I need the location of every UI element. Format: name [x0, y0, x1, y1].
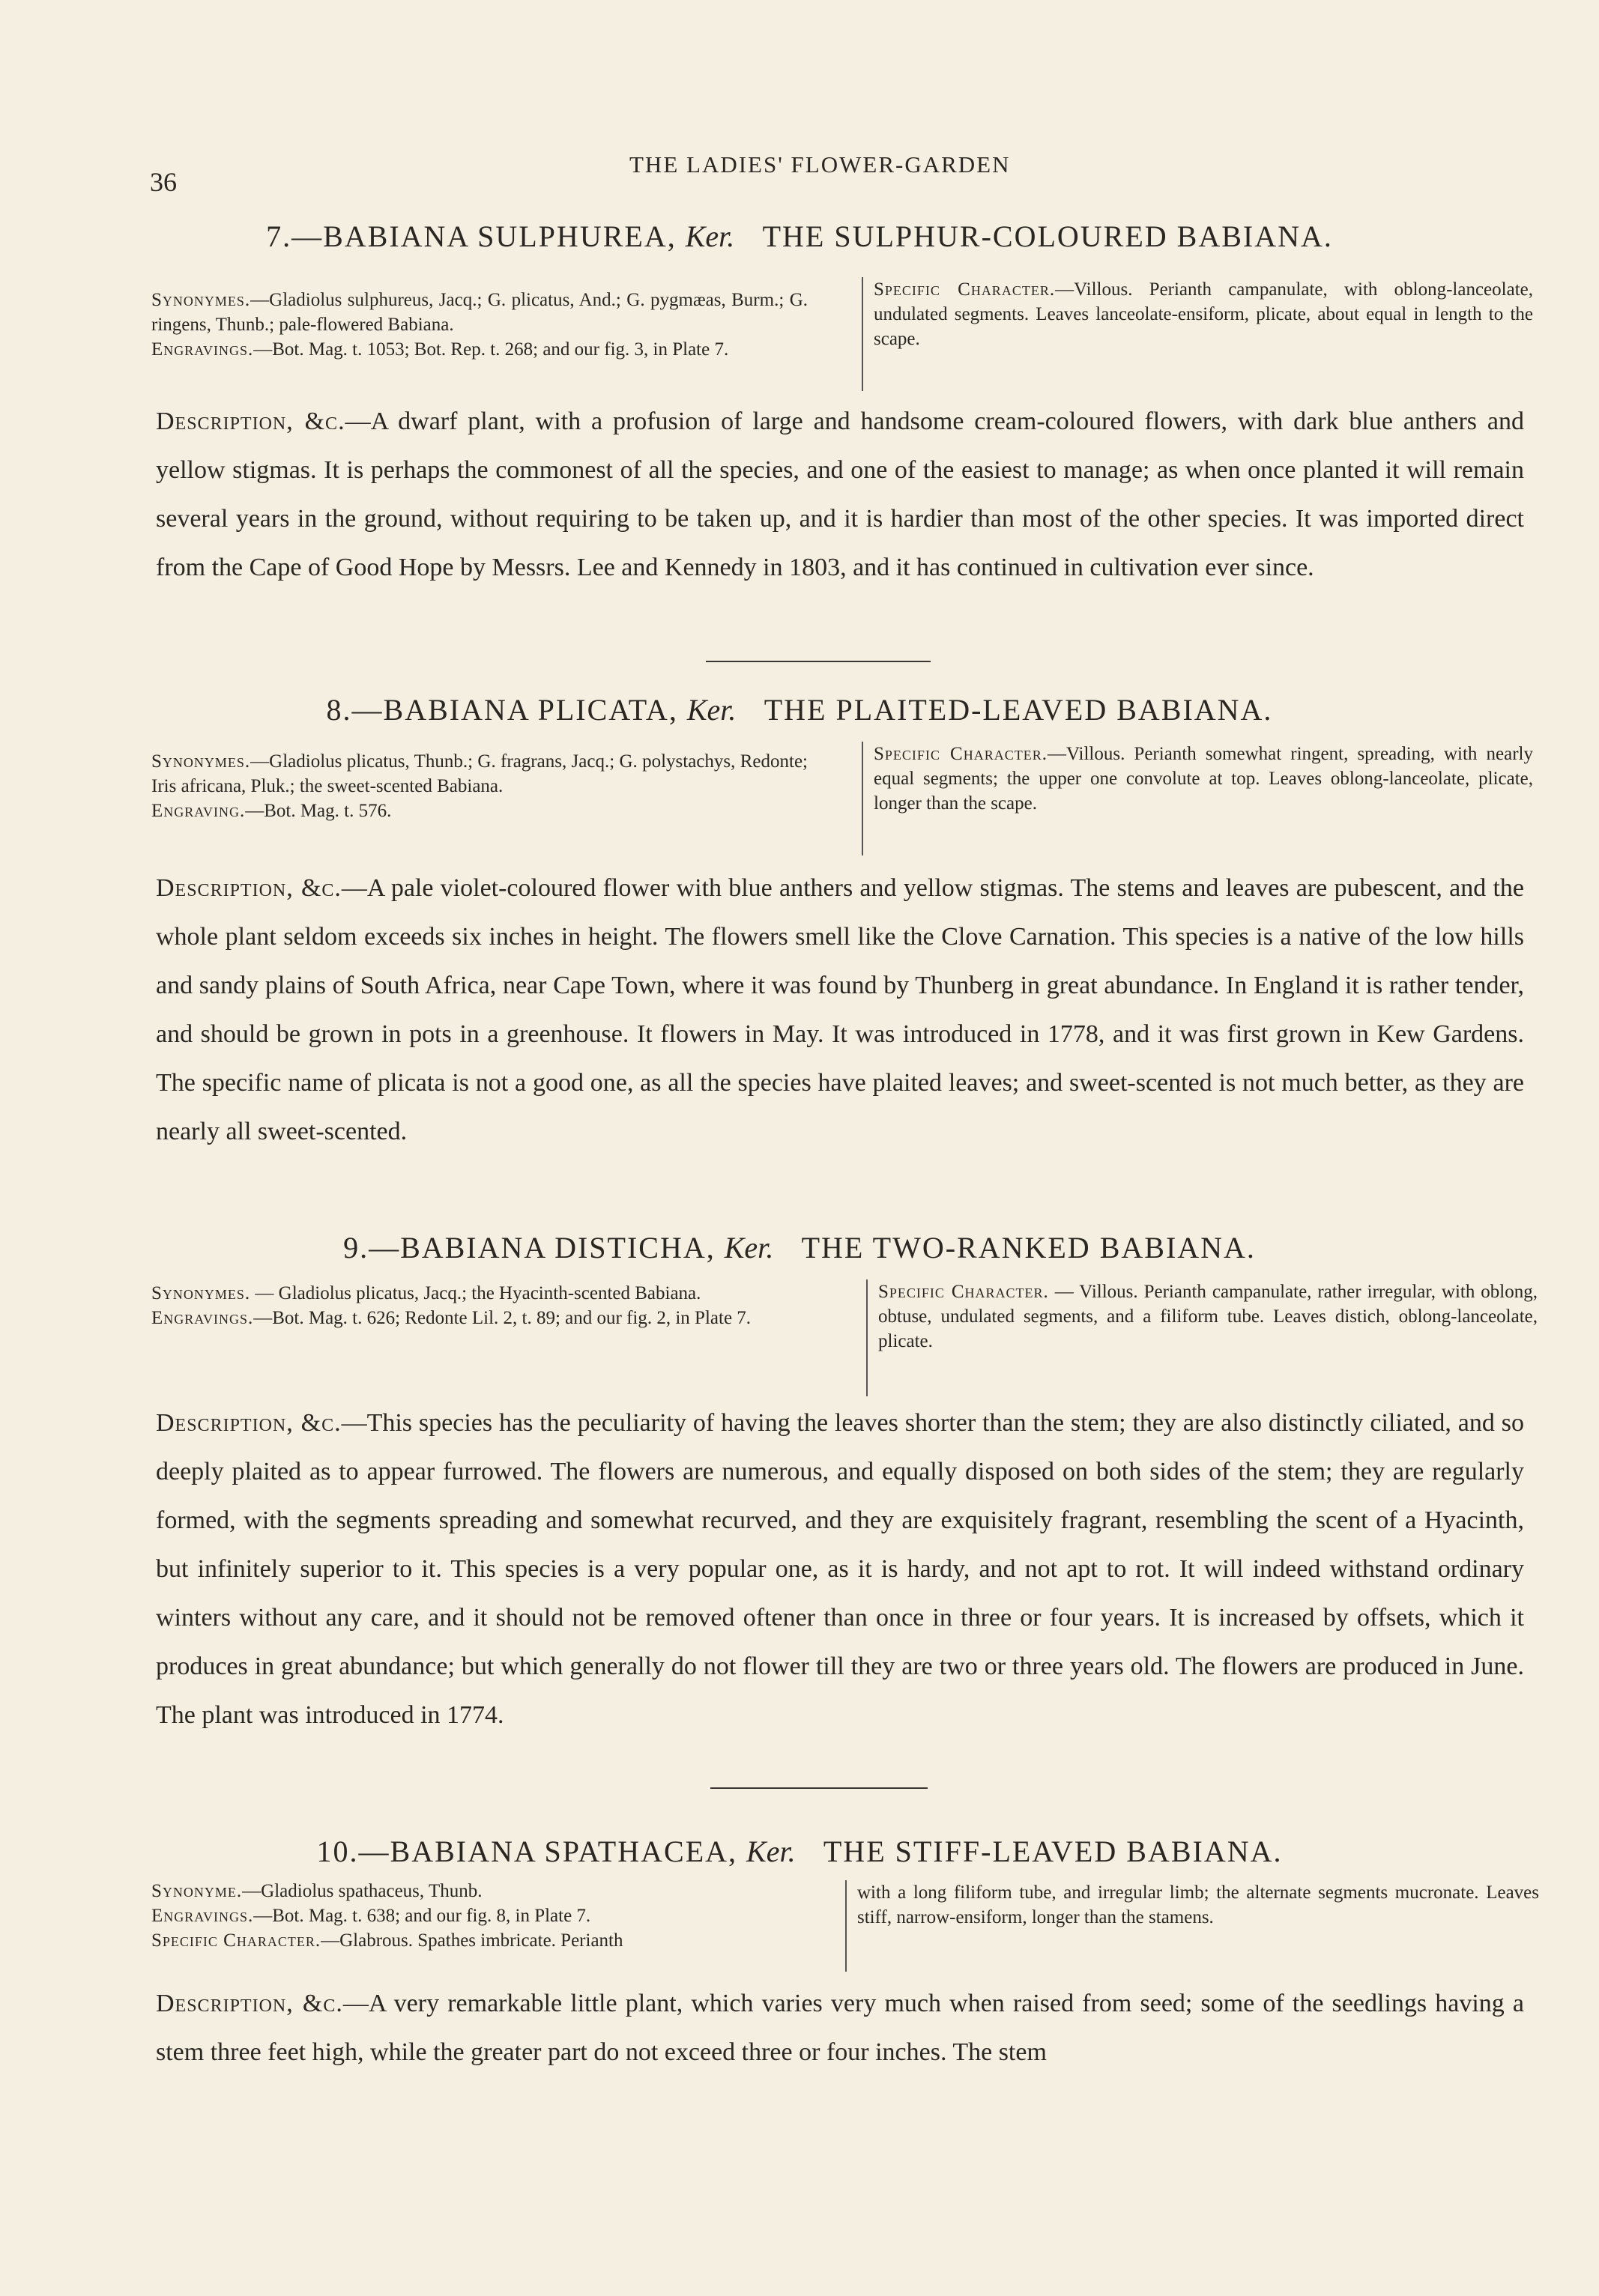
specific-character-label: Specific Character.	[878, 1282, 1049, 1302]
section-divider	[706, 661, 931, 662]
engravings-text: —Bot. Mag. t. 626; Redonte Lil. 2, t. 89; and our fig. 2, in Plate 7.	[253, 1308, 752, 1328]
synonyms-paragraph	[151, 1879, 826, 1903]
latin-name: 10.—BABIANA SPATHACEA,	[316, 1835, 738, 1868]
specific-character-text: —Villous. Perianth somewhat ringent, spreading, with nearly equal segments; the upper one convolute at top. Leaves oblong-lanceolate, plicate, longer than the scape.	[874, 744, 1533, 814]
entry-heading	[0, 219, 1599, 254]
synonyms-column	[151, 288, 808, 362]
entry-heading	[0, 692, 1599, 727]
description-block	[156, 1399, 1524, 1739]
specific-character-column	[862, 277, 1533, 391]
synonyms-paragraph	[151, 1281, 815, 1306]
specific-character-text: —Villous. Perianth campanulate, with oblong-lanceolate, undulated segments. Leaves lanceolate-ensiform, plicate, about equal in length to the scape.	[874, 279, 1533, 349]
specific-character-label: Specific Character.	[874, 744, 1048, 764]
engravings-label: Engraving.	[151, 801, 246, 821]
specific-character-continued-paragraph	[857, 1880, 1539, 1930]
common-name: THE SULPHUR-COLOURED BABIANA.	[762, 219, 1333, 253]
description-paragraph	[156, 1399, 1524, 1739]
common-name: THE STIFF-LEAVED BABIANA.	[823, 1835, 1283, 1868]
specific-character-label: Specific Character.	[151, 1930, 321, 1951]
synonyms-text: —Gladiolus plicatus, Thunb.; G. fragrans, Jacq.; G. polystachys, Redonte; Iris africana, Pluk.; the sweet-scented Babiana.	[151, 751, 808, 796]
synonyms-text: —Gladiolus spathaceus, Thunb.	[242, 1881, 483, 1901]
description-text: —A pale violet-coloured flower with blue anthers and yellow stigmas. The stems and leaves are pubescent, and the whole plant seldom exceeds six inches in height. The flowers smell like the Clove Carnation. This species is a native of the low hills and sandy plains of South Africa, near Cape Town, where it was found by Thunberg in great abundance. In England it is rather tender, and should be grown in pots in a greenhouse. It flowers in May. It was introduced in 1778, and it was first grown in Kew Gardens. The specific name of plicata is not a good one, as all the species have plaited leaves; and sweet-scented is not much better, as they are nearly all sweet-scented.	[156, 874, 1525, 1145]
engravings-text: —Bot. Mag. t. 576.	[245, 801, 392, 821]
engravings-paragraph	[151, 1306, 815, 1330]
synonyms-label: Synonymes.	[151, 1283, 251, 1303]
synonyms-label: Synonymes.	[151, 290, 251, 310]
engravings-label: Engravings.	[151, 1308, 254, 1328]
latin-name: 8.—BABIANA PLICATA,	[326, 693, 678, 727]
latin-name: 7.—BABIANA SULPHUREA,	[266, 219, 677, 253]
specific-character-column	[866, 1279, 1538, 1396]
engravings-text: —Bot. Mag. t. 1053; Bot. Rep. t. 268; and our fig. 3, in Plate 7.	[253, 339, 729, 360]
description-label: Description, &c.	[156, 1990, 343, 2017]
specific-character-continued-text: with a long filiform tube, and irregular limb; the alternate segments mucronate. Leaves stiff, narrow-ensiform, longer than the stamens.	[857, 1882, 1539, 1927]
synonyms-text: —Gladiolus sulphureus, Jacq.; G. plicatus, And.; G. pygmæas, Burm.; G. ringens, Thunb.; pale-flowered Babiana.	[151, 290, 808, 335]
engravings-label: Engravings.	[151, 339, 254, 360]
description-label: Description, &c.	[156, 1409, 342, 1437]
engravings-label: Engravings.	[151, 1906, 254, 1926]
description-block	[156, 1979, 1524, 2077]
description-paragraph	[156, 397, 1524, 592]
author-abbrev: Ker.	[686, 693, 737, 727]
running-head: THE LADIES' FLOWER-GARDEN	[629, 151, 1011, 178]
synonyms-column	[151, 1879, 826, 1953]
entry-heading	[0, 1834, 1599, 1869]
engravings-paragraph	[151, 337, 808, 362]
specific-character-paragraph	[878, 1279, 1538, 1354]
specific-character-paragraph	[874, 277, 1533, 351]
description-block	[156, 397, 1524, 592]
synonyms-column	[151, 749, 808, 823]
specific-character-column	[862, 742, 1533, 855]
description-paragraph	[156, 864, 1524, 1156]
description-label: Description, &c.	[156, 874, 342, 902]
common-name: THE PLAITED-LEAVED BABIANA.	[764, 693, 1273, 727]
latin-name: 9.—BABIANA DISTICHA,	[343, 1231, 716, 1264]
synonyms-label: Synonyme.	[151, 1881, 243, 1901]
synonyms-paragraph	[151, 749, 808, 799]
synonyms-paragraph	[151, 288, 808, 337]
description-text: —A dwarf plant, with a profusion of large and handsome cream-coloured flowers, with dark blue anthers and yellow stigmas. It is perhaps the commonest of all the species, and one of the easiest to manage; as when once planted it will remain several years in the ground, without requiring to be taken up, and it is hardier than most of the other species. It was imported direct from the Cape of Good Hope by Messrs. Lee and Kennedy in 1803, and it has continued in cultivation ever since.	[156, 408, 1525, 581]
common-name: THE TWO-RANKED BABIANA.	[801, 1231, 1256, 1264]
specific-character-text: —Glabrous. Spathes imbricate. Perianth	[321, 1930, 623, 1951]
author-abbrev: Ker.	[685, 219, 735, 253]
specific-character-continued-column	[845, 1880, 1539, 1972]
specific-character-paragraph	[151, 1928, 826, 1953]
specific-character-label: Specific Character.	[874, 279, 1056, 300]
page-number: 36	[150, 167, 177, 197]
synonyms-label: Synonymes.	[151, 751, 251, 772]
description-paragraph	[156, 1979, 1524, 2077]
engravings-paragraph	[151, 1903, 826, 1928]
description-label: Description, &c.	[156, 408, 345, 435]
description-block	[156, 864, 1524, 1156]
entry-heading	[0, 1230, 1599, 1265]
author-abbrev: Ker.	[746, 1835, 796, 1868]
specific-character-paragraph	[874, 742, 1533, 816]
synonyms-column	[151, 1281, 815, 1330]
description-text: —A very remarkable little plant, which varies very much when raised from seed; some of the seedlings having a stem three feet high, while the greater part do not exceed three or four inches. The stem	[156, 1990, 1525, 2066]
description-text: —This species has the peculiarity of having the leaves shorter than the stem; they are also distinctly ciliated, and so deeply plaited as to appear furrowed. The flowers are numerous, and equally disposed on both sides of the stem; they are regularly formed, with the segments spreading and somewhat recurved, and they are exquisitely fragrant, resembling the scent of a Hyacinth, but infinitely superior to it. This species is a very popular one, as it is hardy, and not apt to rot. It will indeed withstand ordinary winters without any care, and it should not be removed oftener than once in three or four years. It is increased by offsets, which it produces in great abundance; but which generally do not flower till they are two or three years old. The flowers are produced in June. The plant was introduced in 1774.	[156, 1409, 1525, 1729]
section-divider	[710, 1787, 928, 1789]
author-abbrev: Ker.	[724, 1231, 774, 1264]
specific-character-text: — Villous. Perianth campanulate, rather irregular, with oblong, obtuse, undulated segments, and a filiform tube. Leaves distich, oblong-lanceolate, plicate.	[878, 1282, 1538, 1351]
engravings-paragraph	[151, 799, 808, 823]
engravings-text: —Bot. Mag. t. 638; and our fig. 8, in Plate 7.	[253, 1906, 591, 1926]
synonyms-text: — Gladiolus plicatus, Jacq.; the Hyacinth-scented Babiana.	[250, 1283, 701, 1303]
